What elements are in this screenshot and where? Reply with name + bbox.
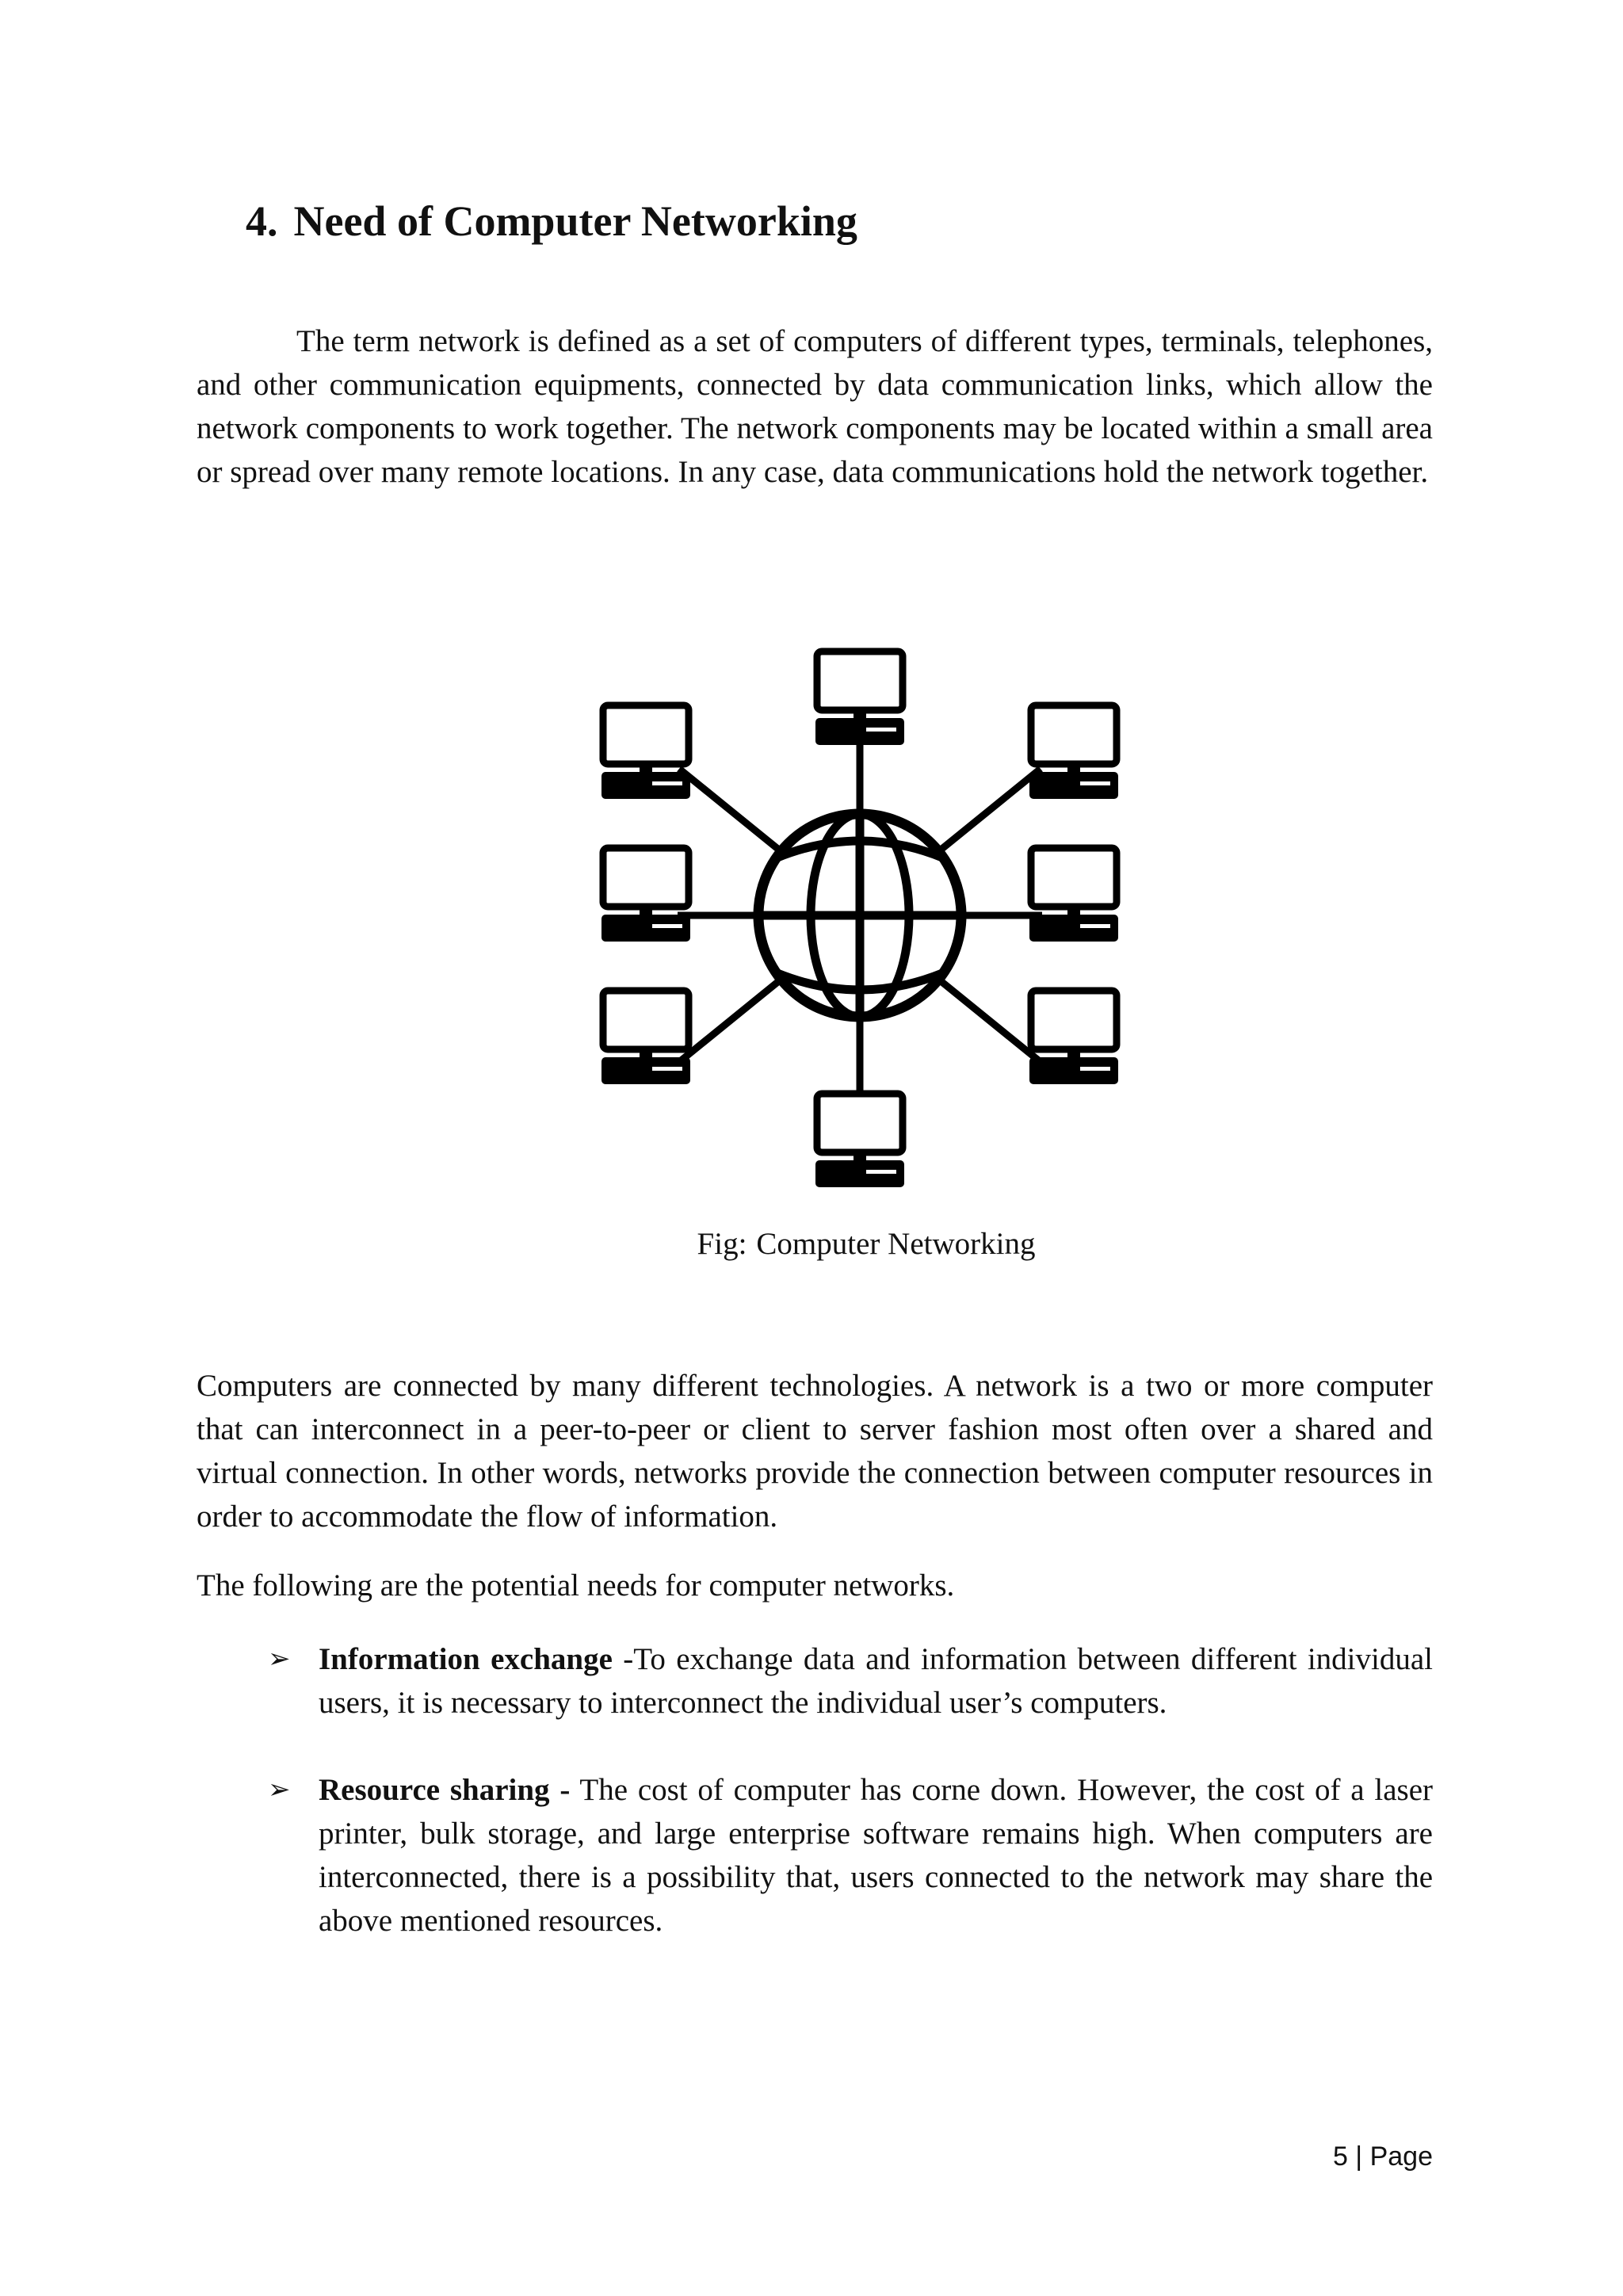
- needs-intro: The following are the potential needs for computer networks.: [197, 1568, 955, 1603]
- computer-icon: [601, 848, 690, 942]
- globe-icon: [758, 814, 961, 1017]
- needs-list: [268, 1637, 1433, 1986]
- need-term: Resource sharing -: [319, 1773, 571, 1807]
- figure-caption-text: Computer Networking: [756, 1227, 1036, 1261]
- section-number: 4.: [246, 197, 278, 245]
- computer-icon: [1029, 705, 1118, 799]
- computer-icon: [1029, 848, 1118, 942]
- figure-caption: [0, 1222, 1623, 1266]
- computer-icon: [815, 1094, 904, 1187]
- computer-icon: [815, 651, 904, 745]
- figure-caption-prefix: Fig:: [697, 1227, 747, 1261]
- need-text: -To exchange data and information between different individual users, it is necessary to interconnect the individual user’s computers.: [319, 1642, 1433, 1720]
- need-text: The cost of computer has corne down. However, the cost of a laser printer, bulk storage, and large enterprise software remains high. When computers are interconnected, there is a possibility that, users connected to the network may share the above mentioned resources.: [319, 1773, 1433, 1938]
- computer-icon: [1029, 991, 1118, 1084]
- body-paragraph: Computers are connected by many different technologies. A network is a two or more computer that can interconnect in a peer-to-peer or client to server fashion most often over a shared and virtual connection. In other words, networks provide the connection between computer resources in order to accommodate the flow of information.: [197, 1369, 1433, 1534]
- section-title: Need of Computer Networking: [293, 197, 857, 245]
- computer-icon: [601, 705, 690, 799]
- page-number: 5 | Page: [1332, 2141, 1433, 2172]
- network-diagram: [590, 634, 1129, 1197]
- computer-icon: [601, 991, 690, 1084]
- section-heading: [246, 197, 857, 246]
- arrow-bullet-icon: ➢: [268, 1643, 291, 1675]
- list-item: [268, 1637, 1433, 1725]
- list-item: [268, 1768, 1433, 1943]
- arrow-bullet-icon: ➢: [268, 1774, 291, 1805]
- need-term: Information exchange: [319, 1642, 613, 1676]
- intro-paragraph: The term network is defined as a set of computers of different types, terminals, telephones, and other communication equipments, connected by data communication links, which allow the network components to work together. The network components may be located within a small area or spread over many remote locations. In any case, data communications hold the network together.: [197, 324, 1433, 489]
- network-figure: [590, 634, 1129, 1197]
